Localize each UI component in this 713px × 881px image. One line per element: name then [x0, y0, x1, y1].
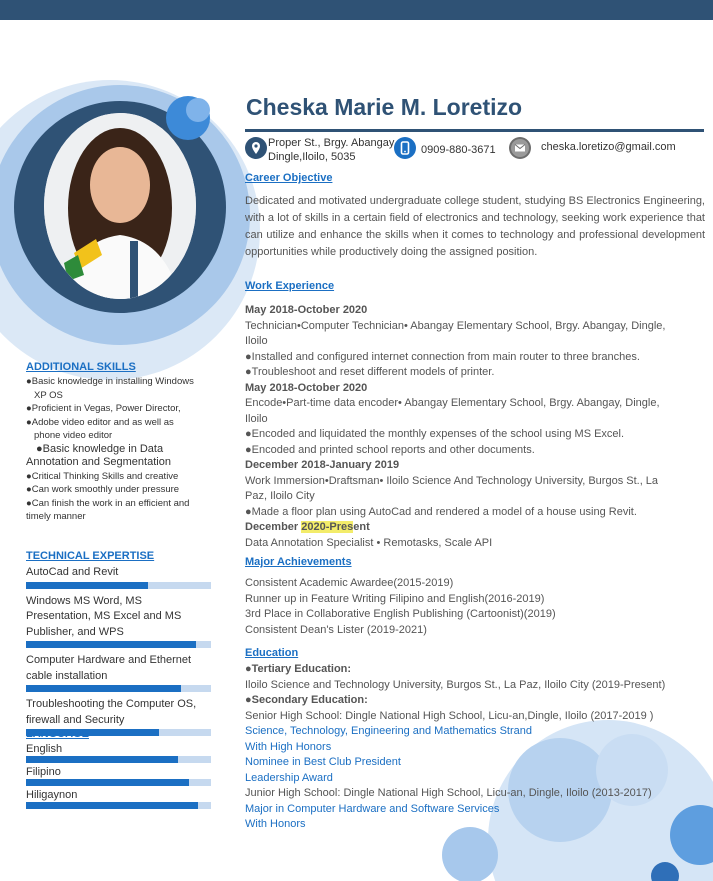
- achievement-item: Consistent Academic Awardee(2015-2019): [245, 577, 454, 589]
- work-entry-line: ●Installed and configured internet connection from main router to three branches.: [245, 350, 640, 363]
- skill-item: phone video editor: [34, 430, 113, 441]
- address-line2: Dingle,Iloilo, 5035: [268, 151, 356, 163]
- work-entry-line: ●Made a floor plan using AutoCad and rendered a model of a house using Revit.: [245, 505, 637, 518]
- work-entry-current: [245, 520, 705, 536]
- work-entry-line: ●Encoded and printed school reports and other documents.: [245, 443, 535, 456]
- language-bar-fill: [26, 756, 178, 763]
- skill-item: ●Can finish the work in an efficient and: [26, 497, 190, 509]
- technical-expertise-heading: TECHNICAL EXPERTISE: [26, 550, 155, 562]
- work-entry-date: December 2018-January 2019: [245, 459, 400, 471]
- achievement-item: Runner up in Feature Writing Filipino and English(2016-2019): [245, 592, 545, 605]
- achievement-item: Consistent Dean's Lister (2019-2021): [245, 623, 427, 636]
- work-entry-line: Encode•Part-time data encoder• Abangay Elementary School, Brgy. Abangay, Dingle,: [245, 397, 660, 409]
- work-entry-date: May 2018-October 2020: [245, 381, 368, 394]
- additional-skills-list: [26, 375, 194, 524]
- major-achievements-heading: Major Achievements: [245, 556, 352, 568]
- skill-item: ●Adobe video editor and as well as: [26, 416, 174, 428]
- tech-skill-bar: [26, 685, 211, 692]
- language-label: English: [26, 743, 63, 755]
- education-line: With High Honors: [245, 740, 332, 753]
- current-job-title: Data Annotation Specialist • Remotasks, Scale API: [245, 536, 493, 549]
- phone-number: 0909-880-3671: [421, 144, 496, 156]
- tech-skill-bar: [26, 582, 211, 589]
- tech-skill-label: Troubleshooting the Computer OS, firewall and Security: [26, 698, 197, 726]
- education-line: Major in Computer Hardware and Software Services: [245, 802, 500, 815]
- location-pin-icon: [245, 137, 267, 159]
- language-label: Filipino: [26, 766, 61, 778]
- address: [268, 136, 394, 164]
- tech-skill-bar-fill: [26, 641, 196, 648]
- career-objective-heading: Career Objective: [245, 172, 333, 184]
- education-line: Iloilo Science and Technology University, Burgos St., La Paz, Iloilo City (2019-Present): [245, 678, 666, 691]
- education-line: Junior High School: Dingle National High School, Licu-an, Dingle, Iloilo (2013-2017): [245, 787, 652, 799]
- current-job-date: December 2020-Present: [245, 521, 370, 533]
- education-heading: Education: [245, 647, 299, 659]
- phone-icon: [394, 137, 416, 159]
- achievement-item: 3rd Place in Collaborative English Publishing (Cartoonist)(2019): [245, 608, 556, 620]
- skill-item: ●Critical Thinking Skills and creative: [26, 470, 179, 482]
- work-entry-line: Paz, Iloilo City: [245, 490, 315, 502]
- work-entry-line: ●Troubleshoot and reset different models of printer.: [245, 366, 495, 378]
- education-level: ●Tertiary Education:: [245, 663, 352, 675]
- email-address[interactable]: cheska.loretizo@gmail.com: [541, 141, 676, 153]
- additional-skills-heading: ADDITIONAL SKILLS: [26, 361, 136, 373]
- candidate-name: Cheska Marie M. Loretizo: [246, 94, 523, 120]
- address-line1: Proper St., Brgy. Abangay: [268, 137, 395, 149]
- education-list: [245, 662, 705, 833]
- work-entry-line: Work Immersion•Draftsman• Iloilo Science And Technology University, Burgos St., La: [245, 474, 659, 487]
- language-bar-fill: [26, 779, 189, 786]
- achievements-list: [245, 576, 705, 638]
- work-entry-line: Technician•Computer Technician• Abangay Elementary School, Brgy. Abangay, Dingle,: [245, 319, 666, 332]
- language-bar: [26, 756, 211, 763]
- skill-item: timely manner: [26, 511, 86, 522]
- tech-skill-label: Computer Hardware and Ethernet cable installation: [26, 654, 192, 682]
- skill-item: ●Proficient in Vegas, Power Director,: [26, 403, 181, 414]
- education-line: Leadership Award: [245, 771, 333, 784]
- language-heading: LANGUAGE: [26, 728, 89, 740]
- career-objective-text: Dedicated and motivated undergraduate college student, studying BS Electronics Engineering, with a lot of skills in a certain field of electronics and technology, seeking work experience that can utilize and enhance the skills when it comes to technology and professional development opportunities while productively doing the assigned position.: [245, 195, 705, 258]
- skill-item: XP OS: [34, 389, 63, 401]
- tech-skill-bar: [26, 641, 211, 648]
- header-rule: [245, 129, 704, 132]
- work-entry-line: Iloilo: [245, 412, 268, 425]
- work-entry-date: May 2018-October 2020: [245, 304, 368, 316]
- profile-photo: [44, 113, 196, 299]
- skill-item: ●Can work smoothly under pressure: [26, 484, 180, 495]
- language-bar: [26, 779, 211, 786]
- education-line: With Honors: [245, 818, 306, 830]
- tech-skill-label: AutoCad and Revit: [26, 566, 119, 578]
- education-line: Senior High School: Dingle National High School, Licu-an,Dingle, Iloilo (2017-2019 ): [245, 709, 654, 722]
- work-experience-list: [245, 303, 705, 551]
- highlighted-text: 2020-Pres: [301, 521, 354, 533]
- language-label: Hiligaynon: [26, 789, 78, 801]
- work-entry-line: Iloilo: [245, 335, 268, 347]
- skill-item: Annotation and Segmentation: [26, 456, 171, 468]
- language-bar: [26, 802, 211, 809]
- tech-skill-bar-fill: [26, 685, 181, 692]
- education-level: ●Secondary Education:: [245, 694, 368, 706]
- skill-item: ●Basic knowledge in installing Windows: [26, 376, 194, 387]
- work-entry-line: ●Encoded and liquidated the monthly expenses of the school using MS Excel.: [245, 428, 625, 440]
- education-line: Nominee in Best Club President: [245, 756, 401, 768]
- work-experience-heading: Work Experience: [245, 280, 335, 292]
- education-line: Science, Technology, Engineering and Mathematics Strand: [245, 725, 532, 737]
- language-bar-fill: [26, 802, 198, 809]
- tech-skill-bar-fill: [26, 582, 148, 589]
- email-icon: [509, 137, 531, 159]
- tech-skill-label: Windows MS Word, MS Presentation, MS Excel and MS Publisher, and WPS: [26, 594, 182, 638]
- skill-item: ●Basic knowledge in Data: [36, 442, 164, 455]
